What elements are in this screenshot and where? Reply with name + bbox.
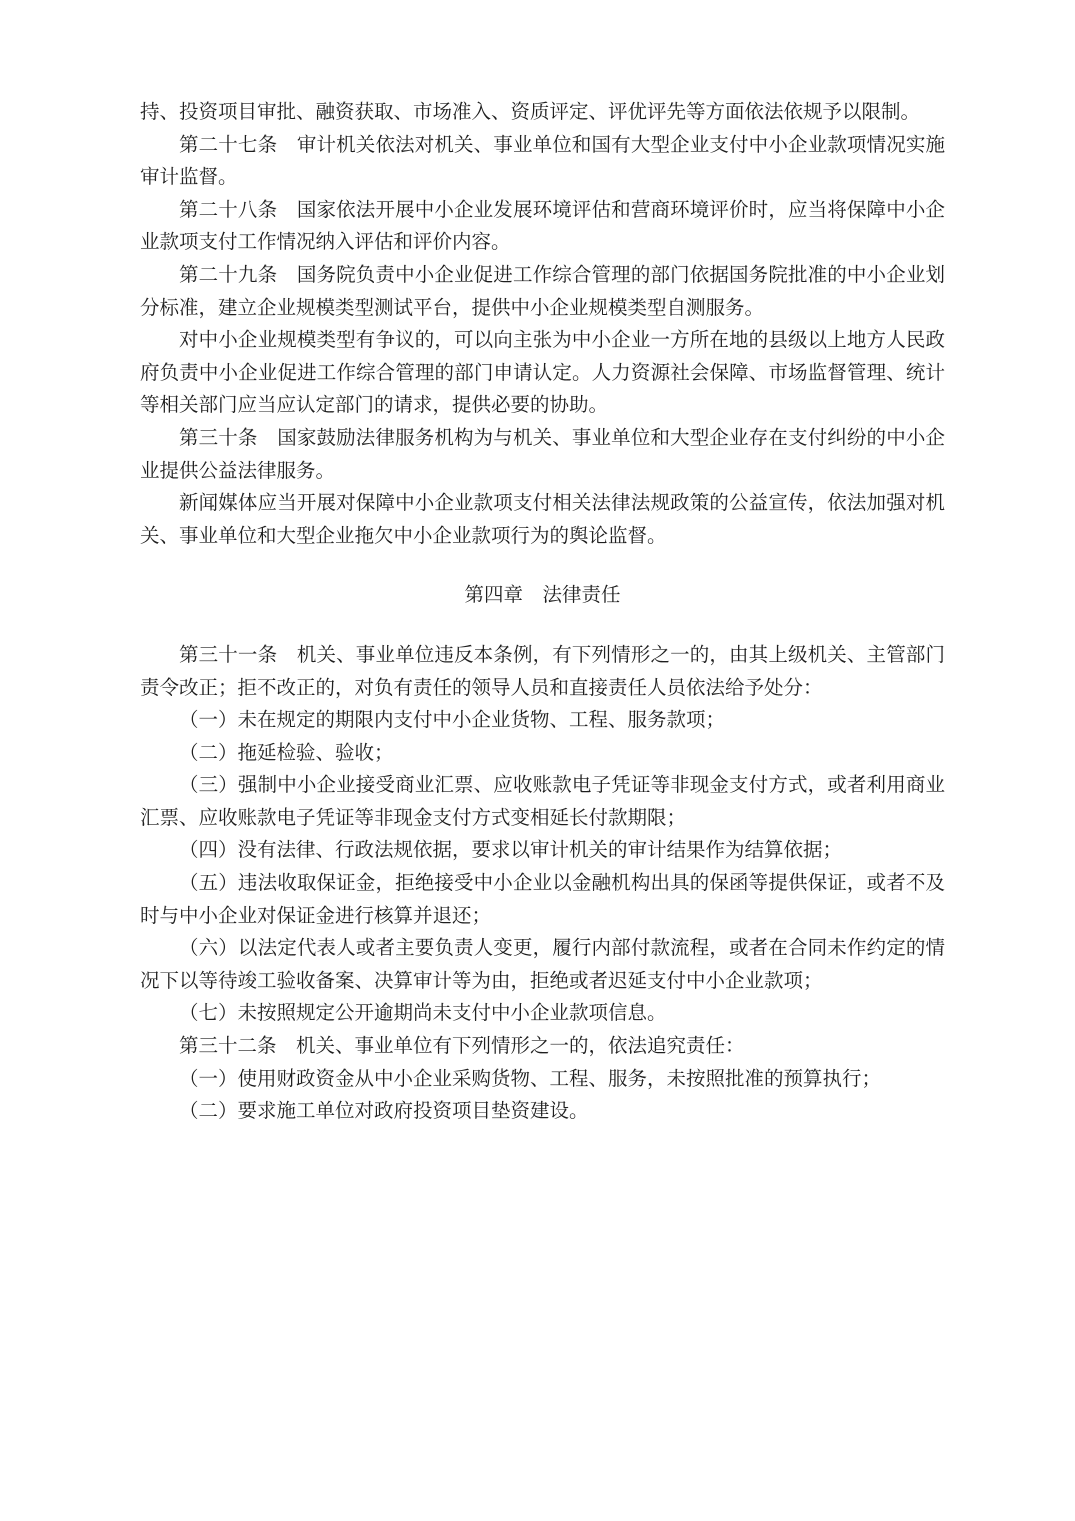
article-31-item-1: （一）未在规定的期限内支付中小企业货物、工程、服务款项；: [179, 708, 726, 732]
chapter-heading: 第四章 法律责任: [464, 583, 621, 607]
article-31-item-7: （七）未按照规定公开逾期尚未支付中小企业款项信息。: [179, 1001, 667, 1025]
article-31: 第三十一条 机关、事业单位违反本条例，有下列情形之一的，由其上级机关、主管部门责令改正；拒不改正的，对负有责任的领导人员和直接责任人员依法给予处分：: [140, 642, 945, 699]
article-31-item-2: （二）拖延检验、验收；: [179, 740, 394, 764]
article-29-clause-2: 对中小企业规模类型有争议的，可以向主张为中小企业一方所在地的县级以上地方人民政府负责中小企业促进工作综合管理的部门申请认定。人力资源社会保障、市场监督管理、统计等相关部门应当应认定部门的请求，提供必要的协助。: [140, 328, 945, 417]
article-32-item-2: （二）要求施工单位对政府投资项目垫资建设。: [179, 1099, 589, 1123]
article-27: 第二十七条 审计机关依法对机关、事业单位和国有大型企业支付中小企业款项情况实施审计监督。: [140, 132, 945, 189]
article-30: 第三十条 国家鼓励法律服务机构为与机关、事业单位和大型企业存在支付纠纷的中小企业提供公益法律服务。: [140, 425, 945, 482]
article-32-item-1: （一）使用财政资金从中小企业采购货物、工程、服务，未按照批准的预算执行；: [179, 1066, 882, 1090]
article-30-clause-2: 新闻媒体应当开展对保障中小企业款项支付相关法律法规政策的公益宣传，依法加强对机关、事业单位和大型企业拖欠中小企业款项行为的舆论监督。: [140, 491, 945, 547]
article-31-item-6: （六）以法定代表人或者主要负责人变更，履行内部付款流程，或者在合同未作约定的情况下以等待竣工验收备案、决算审计等为由，拒绝或者迟延支付中小企业款项；: [140, 936, 945, 992]
article-31-item-4: （四）没有法律、行政法规依据，要求以审计机关的审计结果作为结算依据；: [179, 838, 843, 862]
document-body: [140, 96, 945, 1128]
article-29: 第二十九条 国务院负责中小企业促进工作综合管理的部门依据国务院批准的中小企业划分标准，建立企业规模类型测试平台，提供中小企业规模类型自测服务。: [140, 262, 945, 319]
article-31-item-3: （三）强制中小企业接受商业汇票、应收账款电子凭证等非现金支付方式，或者利用商业汇票、应收账款电子凭证等非现金支付方式变相延长付款期限；: [140, 773, 945, 829]
paragraph-continuation: 持、投资项目审批、融资获取、市场准入、资质评定、评优评先等方面依法依规予以限制。: [140, 100, 921, 123]
article-32: 第三十二条 机关、事业单位有下列情形之一的，依法追究责任：: [179, 1034, 745, 1058]
article-28: 第二十八条 国家依法开展中小企业发展环境评估和营商环境评价时，应当将保障中小企业款项支付工作情况纳入评估和评价内容。: [140, 197, 945, 254]
article-31-item-5: （五）违法收取保证金，拒绝接受中小企业以金融机构出具的保函等提供保证，或者不及时与中小企业对保证金进行核算并退还；: [140, 871, 945, 927]
